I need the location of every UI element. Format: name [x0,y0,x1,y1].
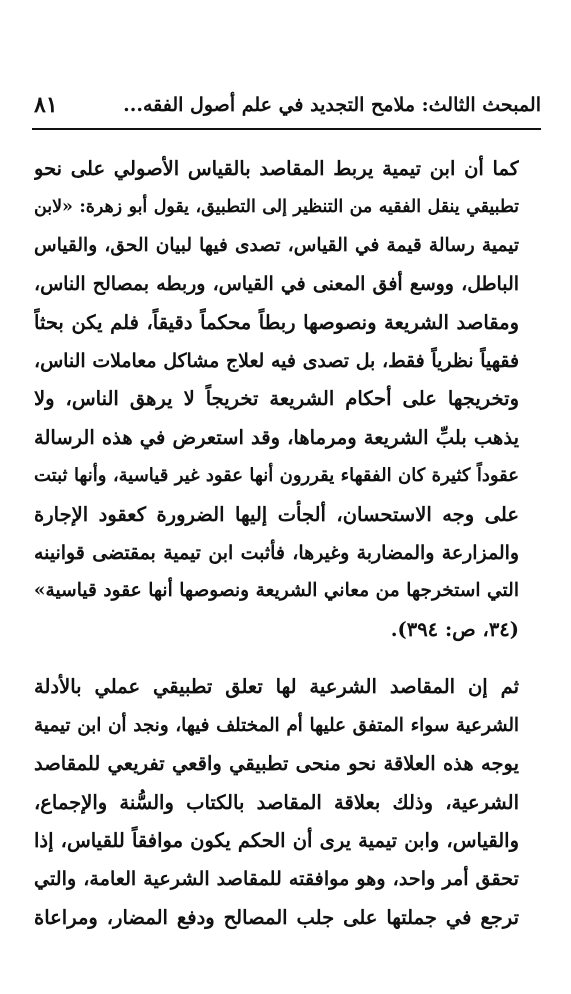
text-line: الشرعية، وذلك بعلاقة المقاصد بالكتاب والسُّنة والإجماع، [34,790,519,814]
paragraph-2 [34,668,541,937]
paragraph-1 [34,150,541,649]
text-line: ثم إن المقاصد الشرعية لها تعلق تطبيقي عملي بالأدلة [34,675,519,699]
text-line: الشرعية سواء المتفق عليها أم المختلف فيها، ونجد أن ابن تيمية [34,714,519,736]
text-line: والمزارعة والمضاربة وغيرها، فأثبت ابن تيمية بمقتضى قوانينه [34,542,519,565]
page-number: ٨١ [34,92,58,118]
text-line: ترجع في جملتها على جلب المصالح ودفع المضار، ومراعاة [34,905,519,929]
text-line: تحقق أمر واحد، وهو موافقته للمقاصد الشرعية العامة، والتي [34,867,519,891]
body-text [34,150,541,937]
text-line: وتخريجها على أحكام الشريعة تخريجاً لا يرهق الناس، ولا [34,387,519,411]
text-line: عقوداً كثيرة كان الفقهاء يقررون أنها عقود غير قياسية، وأنها ثبتت [34,465,519,487]
text-line: على وجه الاستحسان، ألجأت إليها الضرورة كعقود الإجارة [34,502,519,526]
text-line: والقياس، وابن تيمية يرى أن الحكم يكون موافقاً للقياس، إذا [34,828,519,852]
text-line: كما أن ابن تيمية يربط المقاصد بالقياس الأصولي على نحو [34,157,519,180]
text-line: التي استخرجها من معاني الشريعة ونصوصها أنها عقود قياسية» [34,580,519,602]
chapter-title: المبحث الثالث: ملامح التجديد في علم أصول الفقه... [123,94,541,116]
text-line: تطبيقي ينقل الفقيه من التنظير إلى التطبيق، يقول أبو زهرة: «لابن [34,197,519,218]
text-line: يذهب بلبِّ الشريعة ومرماها، وقد استعرض في هذه الرسالة [34,425,519,449]
text-line: فقهياً نظرياً فقط، بل تصدى فيه لعلاج مشاكل معاملات الناس، [34,350,519,373]
text-line: ومقاصد الشريعة ونصوصها ربطاً محكماً دقيقاً، فلم يكن بحثاً [34,310,519,334]
citation-line: (٣٤، ص: ٣٩٤). [390,617,519,641]
running-header [32,92,541,130]
text-line: الباطل، ووسع أفق المعنى في القياس، وربطه بمصالح الناس، [34,273,519,296]
text-line: تيمية رسالة قيمة في القياس، تصدى فيها لبيان الحق، والقياس [34,234,519,256]
text-line: يوجه هذه العلاقة نحو منحى تطبيقي واقعي تفريعي للمقاصد [34,752,519,776]
